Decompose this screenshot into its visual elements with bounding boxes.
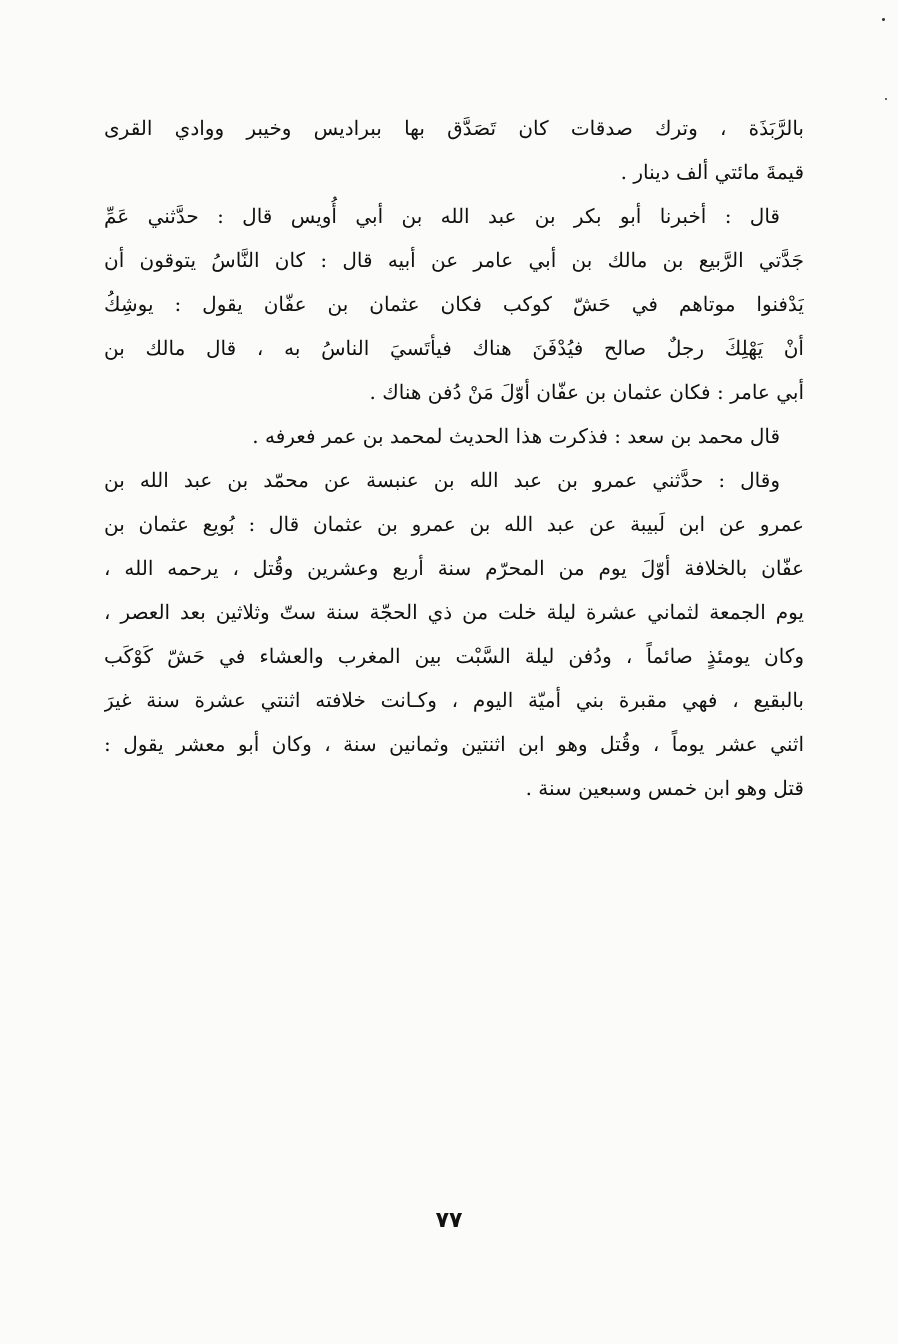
text-line: جَدَّتي الرَّبيع بن مالك بن أبي عامر عن أبيه قال : كان النَّاسُ يتوقون أن <box>104 248 804 272</box>
body-text <box>104 106 804 810</box>
text-line: أنْ يَهْلِكَ رجلٌ صالح فيُدْفَنَ هناك فيأتَسيَ الناسُ به ، قال مالك بن <box>104 336 804 360</box>
text-line: قال : أخبرنا أبو بكر بن عبد الله بن أبي أُويس قال : حدَّثني عَمِّ <box>104 204 780 228</box>
text-line: بالبقيع ، فهي مقبرة بني أميّة اليوم ، وكـانت خلافته اثنتي عشرة سنة غيرَ <box>104 688 804 712</box>
text-line: وقال : حدَّثني عمرو بن عبد الله بن عنبسة عن محمّد بن عبد الله بن <box>104 468 780 492</box>
scan-speck <box>885 98 887 100</box>
text-line: يوم الجمعة لثماني عشرة ليلة خلت من ذي الحجّة سنة ستّ وثلاثين بعد العصر ، <box>104 600 804 624</box>
text-line: عمرو عن ابن لَبيبة عن عبد الله بن عمرو بن عثمان قال : بُويع عثمان بن <box>104 512 804 536</box>
text-line: بالرَّبَذَة ، وترك صدقات كان تَصَدَّق بها ببراديس وخيبر ووادي القرى <box>104 116 804 140</box>
text-line: اثني عشر يوماً ، وقُتل وهو ابن اثنتين وثمانين سنة ، وكان أبو معشر يقول : <box>104 732 804 756</box>
scan-speck <box>882 18 885 21</box>
text-line: أبي عامر : فكان عثمان بن عفّان أوّلَ مَنْ دُفن هناك . <box>369 380 804 404</box>
text-line: عفّان بالخلافة أوّلَ يوم من المحرّم سنة أربع وعشرين وقُتل ، يرحمه الله ، <box>104 556 804 580</box>
text-line: وكان يومئذٍ صائماً ، ودُفن ليلة السَّبْت بين المغرب والعشاء في حَشّ كَوْكَب <box>104 644 804 668</box>
text-line: قيمةَ مائتي ألف دينار . <box>620 160 804 184</box>
text-line: قتل وهو ابن خمس وسبعين سنة . <box>525 776 804 800</box>
text-line: قال محمد بن سعد : فذكرت هذا الحديث لمحمد بن عمر فعرفه . <box>252 424 780 448</box>
page-number: ٧٧ <box>435 1208 463 1233</box>
text-line: يَدْفنوا موتاهم في حَشّ كوكب فكان عثمان بن عفّان يقول : يوشِكُ <box>104 292 804 316</box>
